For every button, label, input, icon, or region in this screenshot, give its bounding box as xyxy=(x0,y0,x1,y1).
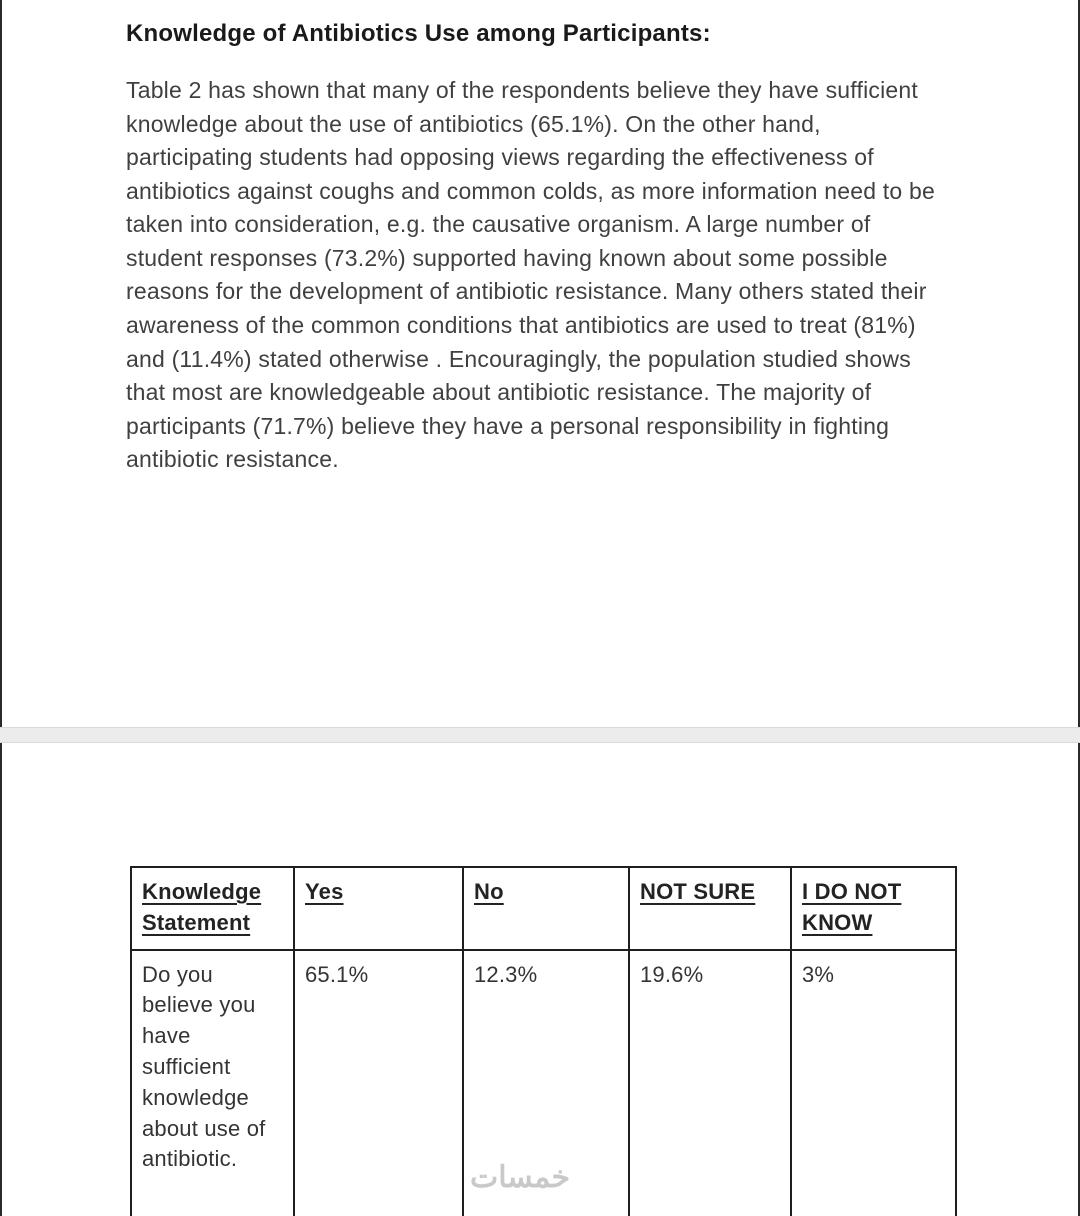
page-break xyxy=(0,727,1080,743)
cell-yes-value: 65.1% xyxy=(294,950,463,1216)
col-header-i-do-not-know-label: I DO NOT KNOW xyxy=(802,879,902,935)
col-header-i-do-not-know xyxy=(791,867,956,950)
watermark-khamsat: خمسات xyxy=(470,1161,571,1194)
cell-statement: Do you believe you have sufficient knowledge about use of antibiotic. xyxy=(131,950,294,1216)
col-header-no xyxy=(463,867,629,950)
section-heading: Knowledge of Antibiotics Use among Participants: xyxy=(126,20,711,47)
page-2 xyxy=(0,743,1080,1216)
cell-i-do-not-know-value: 3% xyxy=(791,950,956,1216)
col-header-not-sure-label: NOT SURE xyxy=(640,879,756,904)
table-header-row xyxy=(131,867,956,950)
col-header-yes-label: Yes xyxy=(305,879,344,904)
col-header-knowledge-statement xyxy=(131,867,294,950)
col-header-yes xyxy=(294,867,463,950)
cell-no-value: 12.3% xyxy=(463,950,629,1216)
col-header-no-label: No xyxy=(474,879,504,904)
col-header-knowledge-statement-label: Knowledge Statement xyxy=(142,879,262,935)
table-row xyxy=(131,950,956,1216)
body-paragraph: Table 2 has shown that many of the respondents believe they have sufficient knowledge about the use of antibiotics (65.1%). On the other hand, participating students had opposing views regarding the effectiveness of antibiotics against coughs and common colds, as more information need to be taken into consideration, e.g. the causative organism. A large number of student responses (73.2%) supported having known about some possible reasons for the development of antibiotic resistance. Many others stated their awareness of the common conditions that antibiotics are used to treat (81%) and (11.4%) stated otherwise . Encouragingly, the population studied shows that most are knowledgeable about antibiotic resistance. The majority of participants (71.7%) believe they have a personal responsibility in fighting antibiotic resistance. xyxy=(126,77,935,473)
knowledge-table xyxy=(130,866,957,1216)
cell-not-sure-value: 19.6% xyxy=(629,950,791,1216)
col-header-not-sure xyxy=(629,867,791,950)
